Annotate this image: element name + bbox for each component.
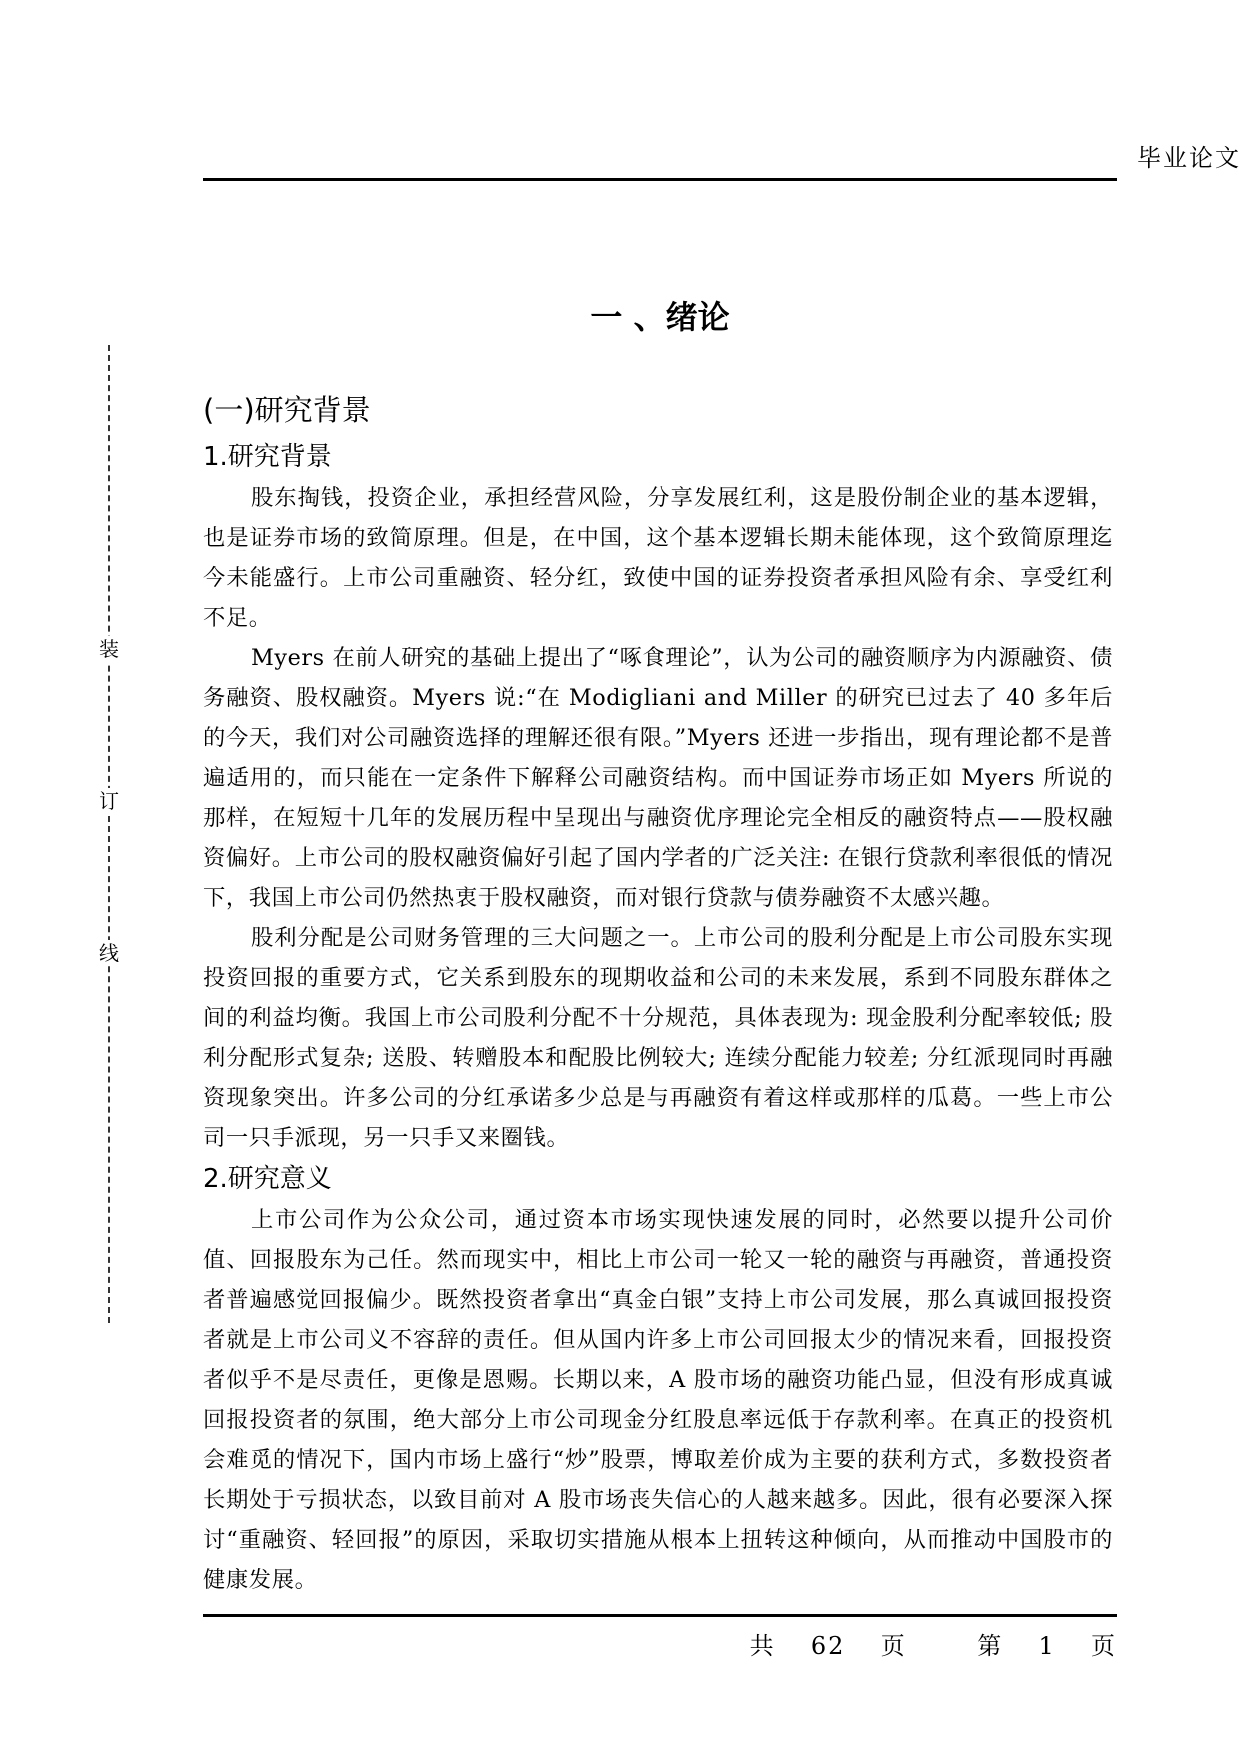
subsection-heading-background: 1.研究背景 [203,442,332,472]
page-number-info: 共 62 页 第 1 页 [749,1632,1117,1660]
binding-margin-dashed-line [108,345,112,1323]
body-content [203,388,1113,1600]
running-header-title: 毕业论文 [1137,144,1241,172]
paragraph: 上市公司作为公众公司，通过资本市场实现快速发展的同时，必然要以提升公司价值、回报股东为己任。然而现实中，相比上市公司一轮又一轮的融资与再融资，普通投资者普遍感觉回报偏少。既然投资者拿出“真金白银”支持上市公司发展，那么真诚回报投资者就是上市公司义不容辞的责任。但从国内许多上市公司回报太少的情况来看，回报投资者似乎不是尽责任，更像是恩赐。长期以来，A 股市场的融资功能凸显，但没有形成真诚回报投资者的氛围，绝大部分上市公司现金分红股息率远低于存款利率。在真正的投资机会难觅的情况下，国内市场上盛行“炒”股票，博取差价成为主要的获利方式，多数投资者长期处于亏损状态，以致目前对 A 股市场丧失信心的人越来越多。因此，很有必要深入探讨“重融资、轻回报”的原因，采取切实措施从根本上扭转这种倾向，从而推动中国股市的健康发展。 [203,1207,1113,1593]
footer-rule [203,1614,1117,1617]
binding-label-zhuang: 装 [99,637,119,661]
binding-label-xian: 线 [99,941,119,965]
paragraph: 股利分配是公司财务管理的三大问题之一。上市公司的股利分配是上市公司股东实现投资回报的重要方式，它关系到股东的现期收益和公司的未来发展，系到不同股东群体之间的利益均衡。我国上市公司股利分配不十分规范，具体表现为: 现金股利分配率较低; 股利分配形式复杂; 送股、转赠股本和配股比例较大; 连续分配能力较差; 分红派现同时再融资现象突出。许多公司的分红承诺多少总是与再融资有着这样或那样的瓜葛。一些上市公司一只手派现，另一只手又来圈钱。 [203,925,1113,1151]
paragraph: Myers 在前人研究的基础上提出了“啄食理论”，认为公司的融资顺序为内源融资、债务融资、股权融资。Myers 说:“在 Modigliani and Miller 的研究已过去了 40 多年后的今天，我们对公司融资选择的理解还很有限。”Myers 还进一步指出，现有理论都不是普遍适用的，而只能在一定条件下解释公司融资结构。而中国证券市场正如 Myers 所说的那样，在短短十几年的发展历程中呈现出与融资优序理论完全相反的融资特点——股权融资偏好。上市公司的股权融资偏好引起了国内学者的广泛关注: 在银行贷款利率很低的情况下，我国上市公司仍然热衷于股权融资，而对银行贷款与债券融资不太感兴趣。 [203,645,1113,911]
header-rule [203,178,1117,181]
subsection-heading-significance: 2.研究意义 [203,1164,332,1194]
chapter-title: 一 、绪论 [590,298,730,336]
section-heading: (一)研究背景 [203,393,371,427]
binding-label-ding: 订 [99,789,119,813]
paragraph: 股东掏钱，投资企业，承担经营风险，分享发展红利，这是股份制企业的基本逻辑，也是证券市场的致简原理。但是，在中国，这个基本逻辑长期未能体现，这个致简原理迄今未能盛行。上市公司重融资、轻分红，致使中国的证券投资者承担风险有余、享受红利不足。 [203,485,1113,631]
